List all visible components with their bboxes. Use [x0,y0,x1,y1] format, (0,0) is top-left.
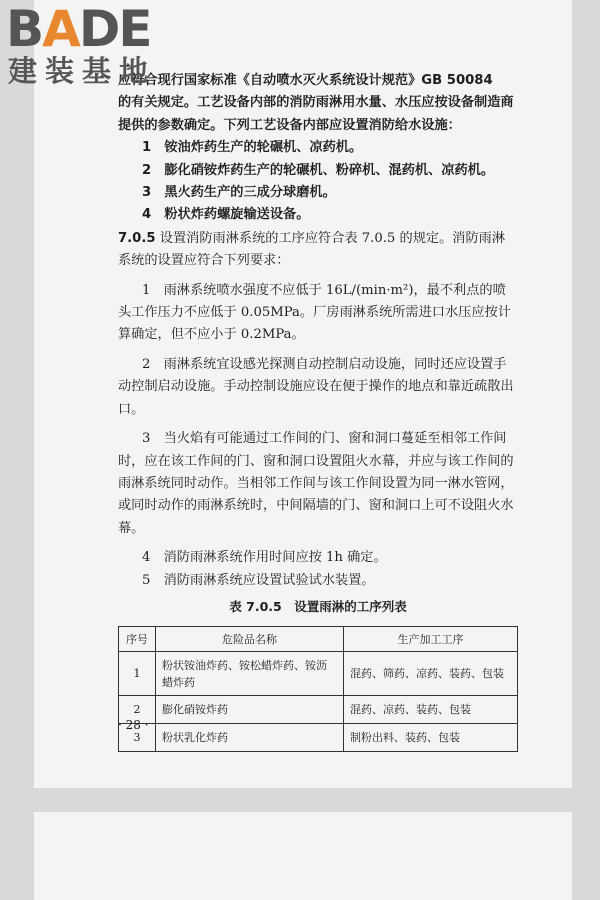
requirement-item-3: 3 当火焰有可能通过工作间的门、窗和洞口蔓延至相邻工作间时，应在该工作间的门、窗和洞口设置阻火水幕，并应与该工作间的雨淋系统同时动作。当相邻工作间与该工作间设置为同一淋水管网，或同时动作的雨淋系统时，中间隔墙的门、窗和洞口上可不设阻火水幕。 [118,431,514,536]
cell-hazard-name: 粉状乳化炸药 [156,724,344,752]
cell-no: 2 [119,696,156,724]
requirement-item-5: 5 消防雨淋系统应设置试验试水装置。 [142,572,375,588]
intro-line: 应符合现行国家标准《自动喷水灭火系统设计规范》GB 50084 [118,73,493,88]
list-item: 1 铵油炸药生产的轮碾机、凉药机。 [142,140,363,156]
cell-process: 混药、筛药、凉药、装药、包装 [344,652,518,696]
requirement-item-1: 1 雨淋系统喷水强度不应低于 16L/(min·m²)，最不利点的喷头工作压力不应低于 0.05MPa。厂房雨淋系统所需进口水压应按计算确定，但不应小于 0.2MPa。 [118,282,511,343]
page-number: · 28 · [118,718,149,732]
list-item: 2 膨化硝铵炸药生产的轮碾机、粉碎机、混药机、凉药机。 [142,162,495,178]
cell-hazard-name: 膨化硝铵炸药 [156,696,344,724]
table-row [119,724,518,752]
cell-hazard-name: 粉状铵油炸药、铵松蜡炸药、铵沥蜡炸药 [156,652,344,696]
header-no: 序号 [119,627,156,652]
intro-paragraph: 的有关规定。工艺设备内部的消防雨淋用水量、水压应按设备制造商提供的参数确定。下列工艺设备内部应设置消防给水设施： [118,95,514,133]
page-content [118,70,518,752]
clause-paragraph [118,228,518,273]
clause-text: 设置消防雨淋系统的工序应符合表 7.0.5 的规定。消防雨淋系统的设置应符合下列要求： [118,230,506,269]
header-hazard-name: 危险品名称 [156,627,344,652]
list-item: 4 粉状炸药螺旋输送设备。 [142,207,310,223]
clause-number: 7.0.5 [118,230,156,246]
header-process: 生产加工工序 [344,627,518,652]
process-table [118,626,518,752]
logo-wordmark: B A DE [6,0,151,58]
requirement-item-4: 4 消防雨淋系统作用时间应按 1h 确定。 [142,550,387,566]
next-page [34,812,572,900]
cell-no: 3 [119,724,156,752]
requirement-item-2: 2 雨淋系统宜设感光探测自动控制启动设施，同时还应设置手动控制启动设施。手动控制设施应设在便于操作的地点和靠近疏散出口。 [118,356,514,417]
table-header-row [119,627,518,652]
cell-no: 1 [119,652,156,696]
table-title: 表 7.0.5 设置雨淋的工序列表 [229,598,407,614]
table-row [119,696,518,724]
cell-process: 混药、凉药、装药、包装 [344,696,518,724]
cell-process: 制粉出料、装药、包装 [344,724,518,752]
watermark-logo [6,0,178,94]
logo-subtitle: 建装基地 [8,54,157,88]
table-row [119,652,518,696]
list-item: 3 黑火药生产的三成分球磨机。 [142,185,336,201]
